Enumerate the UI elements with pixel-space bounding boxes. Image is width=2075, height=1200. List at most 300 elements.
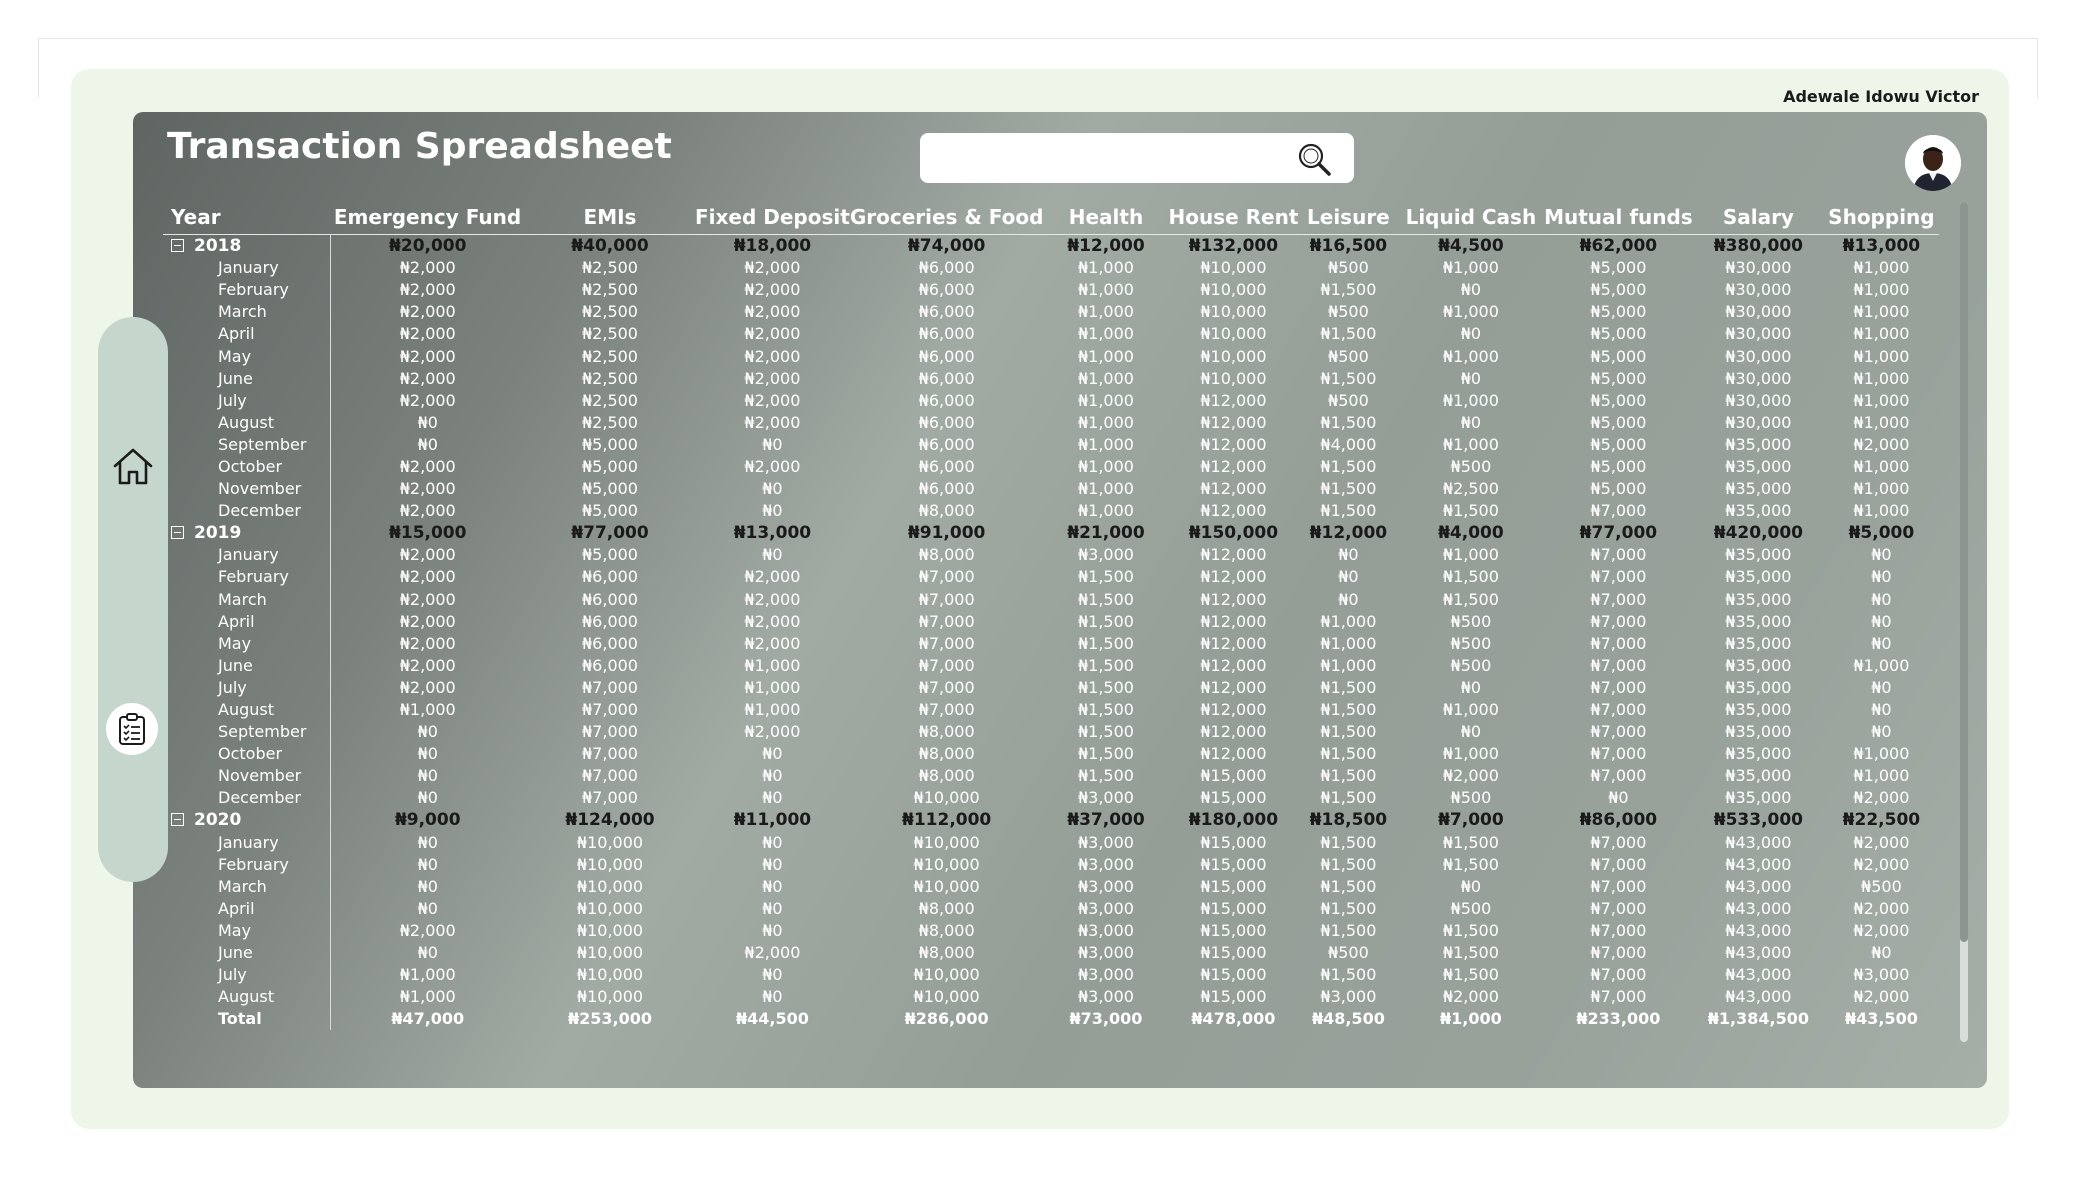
month-row [163,544,1939,566]
column-header[interactable]: Salary [1693,200,1823,235]
value-cell: ₦1,000 [1077,368,1134,388]
value-cell: ₦2,000 [744,589,801,609]
value-cell: ₦2,000 [1853,898,1910,918]
value-cell: ₦0 [1871,700,1892,720]
value-cell: ₦1,000 [1442,258,1499,278]
column-header[interactable]: Fixed Deposit [695,200,850,235]
value-cell: ₦15,000 [1200,832,1267,852]
value-cell: ₦10,000 [1200,368,1267,388]
value-cell: ₦2,500 [582,346,638,366]
value-cell: ₦8,000 [918,545,975,565]
value-cell: ₦1,000 [1853,655,1910,675]
value-cell: ₦2,000 [399,567,456,587]
value-cell: ₦0 [1871,943,1892,963]
frame-top-line [38,38,2038,39]
value-cell: ₦1,000 [1853,412,1910,432]
value-cell: ₦0 [762,898,783,918]
year-label: 2019 [194,523,242,544]
column-header[interactable]: Leisure [1298,200,1398,235]
value-cell: ₦15,000 [1200,920,1267,940]
value-cell: ₦7,000 [1590,898,1647,918]
month-label: January [218,545,279,565]
value-cell: ₦12,000 [1200,479,1267,499]
value-cell: ₦2,000 [1853,854,1910,874]
month-row [163,323,1939,345]
value-cell: ₦3,000 [1077,854,1134,874]
value-cell: ₦7,000 [1590,876,1647,896]
value-cell: ₦12,000 [1200,677,1267,697]
month-row [163,434,1939,456]
value-cell: ₦6,000 [918,258,975,278]
value-cell: ₦1,000 [1077,412,1134,432]
value-cell: ₦0 [1460,677,1482,697]
year-total-cell: ₦112,000 [902,810,992,831]
value-cell: ₦1,500 [1320,368,1377,388]
value-cell: ₦2,000 [1853,920,1910,940]
value-cell: ₦500 [1328,258,1369,278]
value-cell: ₦3,000 [1077,876,1134,896]
value-cell: ₦1,500 [1320,920,1377,940]
value-cell: ₦12,000 [1200,434,1267,454]
header-row [163,200,1939,235]
value-cell: ₦5,000 [582,501,638,521]
value-cell: ₦8,000 [918,943,975,963]
value-cell: ₦6,000 [918,412,975,432]
value-cell: ₦43,000 [1725,943,1792,963]
month-row [163,257,1939,279]
value-cell: ₦2,000 [744,280,801,300]
value-cell: ₦1,500 [1077,655,1134,675]
value-cell: ₦0 [417,722,438,742]
value-cell: ₦5,000 [582,545,638,565]
column-header[interactable]: Year [163,200,330,235]
value-cell: ₦0 [1460,368,1482,388]
value-cell: ₦6,000 [918,324,975,344]
year-row [163,522,1939,544]
month-label: February [218,567,289,587]
value-cell: ₦8,000 [918,744,975,764]
value-cell: ₦2,000 [399,589,456,609]
value-cell: ₦7,000 [1590,589,1647,609]
year-total-cell: ₦40,000 [571,236,649,257]
value-cell: ₦15,000 [1200,788,1267,808]
value-cell: ₦2,000 [399,280,456,300]
value-cell: ₦2,000 [399,479,456,499]
value-cell: ₦1,500 [1320,700,1377,720]
value-cell: ₦43,000 [1725,876,1792,896]
value-cell: ₦10,000 [576,943,644,963]
value-cell: ₦1,500 [1320,766,1377,786]
value-cell: ₦1,500 [1077,611,1134,631]
year-total-cell: ₦9,000 [394,810,461,831]
value-cell: ₦1,000 [1077,346,1134,366]
month-row [163,368,1939,390]
value-cell: ₦1,500 [1442,965,1499,985]
value-cell: ₦1,500 [1320,280,1377,300]
value-cell: ₦10,000 [1200,302,1267,322]
column-header[interactable]: Shopping [1823,200,1939,235]
value-cell: ₦4,000 [1320,434,1377,454]
value-cell: ₦2,500 [582,412,638,432]
value-cell: ₦7,000 [1590,832,1647,852]
value-cell: ₦1,000 [1853,479,1910,499]
value-cell: ₦2,000 [399,390,456,410]
month-row [163,854,1939,876]
value-cell: ₦10,000 [913,965,980,985]
month-label: August [218,412,274,432]
year-total-cell: ₦18,500 [1309,810,1388,831]
value-cell: ₦2,000 [1442,987,1499,1007]
grand-total-cell: ₦73,000 [1069,1009,1143,1029]
value-cell: ₦5,000 [1590,258,1647,278]
value-cell: ₦6,000 [582,633,638,653]
value-cell: ₦0 [1338,567,1359,587]
value-cell: ₦2,000 [744,412,801,432]
value-cell: ₦6,000 [918,390,975,410]
value-cell: ₦35,000 [1725,545,1792,565]
value-cell: ₦12,000 [1200,501,1267,521]
value-cell: ₦1,500 [1442,567,1499,587]
month-label: January [218,258,279,278]
value-cell: ₦1,000 [1077,258,1134,278]
value-cell: ₦1,000 [1853,501,1910,521]
value-cell: ₦1,000 [1442,744,1499,764]
value-cell: ₦1,500 [1320,876,1377,896]
value-cell: ₦43,000 [1725,987,1792,1007]
value-cell: ₦1,000 [1077,434,1134,454]
year-total-cell: ₦380,000 [1713,236,1804,257]
value-cell: ₦2,000 [744,346,801,366]
value-cell: ₦1,500 [1320,456,1377,476]
value-cell: ₦0 [762,965,783,985]
column-header[interactable]: Groceries & Food [850,200,1044,235]
month-row [163,787,1939,809]
year-total-cell: ₦22,500 [1842,810,1921,831]
value-cell: ₦1,500 [1320,965,1377,985]
value-cell: ₦0 [1608,788,1629,808]
value-cell: ₦1,000 [1853,390,1910,410]
value-cell: ₦2,000 [399,456,456,476]
value-cell: ₦35,000 [1725,589,1792,609]
value-cell: ₦35,000 [1725,611,1792,631]
value-cell: ₦2,000 [399,346,456,366]
month-row [163,456,1939,478]
value-cell: ₦0 [1338,589,1359,609]
column-header[interactable]: House Rent [1168,200,1298,235]
year-total-cell: ₦86,000 [1579,810,1658,831]
value-cell: ₦0 [762,788,783,808]
value-cell: ₦7,000 [582,766,638,786]
month-label: February [218,280,289,300]
month-row [163,677,1939,699]
value-cell: ₦1,000 [1442,302,1499,322]
grand-total-cell: ₦253,000 [567,1009,652,1029]
value-cell: ₦7,000 [582,788,638,808]
value-cell: ₦10,000 [1200,346,1267,366]
value-cell: ₦1,000 [1853,368,1910,388]
year-total-cell: ₦37,000 [1067,810,1145,831]
value-cell: ₦0 [1871,722,1892,742]
value-cell: ₦2,500 [582,302,638,322]
year-total-cell: ₦4,500 [1438,236,1504,257]
month-row [163,699,1939,721]
month-row [163,721,1939,743]
value-cell: ₦7,000 [1590,920,1647,940]
value-cell: ₦6,000 [918,456,975,476]
transaction-table [163,200,1939,1030]
value-cell: ₦43,000 [1725,965,1792,985]
value-cell: ₦7,000 [1590,943,1647,963]
value-cell: ₦6,000 [918,434,975,454]
column-header[interactable]: Liquid Cash [1398,200,1543,235]
grand-total-cell: ₦1,000 [1440,1009,1502,1029]
value-cell: ₦3,000 [1320,987,1377,1007]
value-cell: ₦2,000 [744,302,801,322]
value-cell: ₦500 [1450,898,1492,918]
value-cell: ₦0 [762,434,783,454]
value-cell: ₦2,500 [582,390,638,410]
value-cell: ₦2,000 [399,258,456,278]
value-cell: ₦0 [762,501,783,521]
avatar[interactable] [1905,135,1961,191]
month-row [163,589,1939,611]
grand-total-cell: ₦233,000 [1576,1009,1661,1029]
value-cell: ₦7,000 [1590,567,1647,587]
month-label: November [218,479,302,499]
value-cell: ₦1,500 [1320,412,1377,432]
year-total-cell: ₦12,000 [1309,523,1388,544]
value-cell: ₦1,000 [399,987,456,1007]
value-cell: ₦0 [762,920,783,940]
column-header[interactable]: Mutual funds [1543,200,1693,235]
value-cell: ₦500 [1450,655,1492,675]
value-cell: ₦500 [1450,633,1492,653]
month-label: September [218,722,307,742]
month-row [163,920,1939,942]
value-cell: ₦1,000 [1853,258,1910,278]
value-cell: ₦2,000 [744,567,801,587]
year-total-cell: ₦91,000 [907,523,986,544]
search-icon[interactable] [1296,141,1332,177]
value-cell: ₦7,000 [582,744,638,764]
value-cell: ₦2,500 [582,368,638,388]
year-total-cell: ₦74,000 [907,236,986,257]
page-title: Transaction Spreadsheet [167,126,672,167]
value-cell: ₦35,000 [1725,434,1792,454]
value-cell: ₦2,000 [744,324,801,344]
year-total-cell: ₦132,000 [1188,236,1279,257]
value-cell: ₦12,000 [1200,655,1267,675]
value-cell: ₦0 [762,854,783,874]
value-cell: ₦0 [1871,589,1892,609]
value-cell: ₦1,500 [1077,589,1134,609]
value-cell: ₦10,000 [913,987,980,1007]
grand-total-cell: ₦1,384,500 [1707,1009,1809,1029]
value-cell: ₦30,000 [1725,346,1792,366]
value-cell: ₦1,000 [399,700,456,720]
month-row [163,390,1939,412]
value-cell: ₦1,500 [1320,501,1377,521]
collapse-toggle-icon[interactable] [171,239,184,252]
value-cell: ₦5,000 [1590,456,1647,476]
value-cell: ₦1,500 [1320,677,1377,697]
value-cell: ₦3,000 [1077,832,1134,852]
value-cell: ₦2,000 [744,633,801,653]
value-cell: ₦2,000 [1853,788,1910,808]
value-cell: ₦35,000 [1725,788,1792,808]
value-cell: ₦15,000 [1200,898,1267,918]
month-label: September [218,434,307,454]
value-cell: ₦6,000 [918,368,975,388]
value-cell: ₦12,000 [1200,456,1267,476]
value-cell: ₦30,000 [1725,302,1792,322]
value-cell: ₦35,000 [1725,479,1792,499]
month-row [163,898,1939,920]
value-cell: ₦2,000 [744,611,801,631]
value-cell: ₦2,000 [399,920,456,940]
frame-left-line [38,38,39,98]
report-button[interactable] [106,703,158,755]
year-row [163,235,1939,258]
month-label: May [218,633,252,653]
value-cell: ₦3,000 [1077,920,1134,940]
value-cell: ₦7,000 [1590,965,1647,985]
value-cell: ₦2,000 [399,611,456,631]
value-cell: ₦35,000 [1725,766,1792,786]
value-cell: ₦7,000 [1590,766,1647,786]
value-cell: ₦10,000 [1200,258,1267,278]
month-label: October [218,456,283,476]
value-cell: ₦6,000 [582,611,638,631]
value-cell: ₦1,500 [1320,324,1377,344]
value-cell: ₦1,000 [1853,324,1910,344]
value-cell: ₦0 [1460,722,1482,742]
value-cell: ₦10,000 [576,965,644,985]
value-cell: ₦7,000 [1590,501,1647,521]
grand-total-cell: ₦286,000 [904,1009,989,1029]
value-cell: ₦500 [1328,302,1369,322]
year-row [163,809,1939,831]
value-cell: ₦2,000 [744,390,801,410]
value-cell: ₦1,500 [1077,766,1134,786]
value-cell: ₦43,000 [1725,832,1792,852]
value-cell: ₦8,000 [918,766,975,786]
month-label: April [218,324,255,344]
value-cell: ₦0 [1871,611,1892,631]
value-cell: ₦1,000 [1442,346,1499,366]
collapse-toggle-icon[interactable] [171,526,184,539]
value-cell: ₦12,000 [1200,390,1267,410]
search-input[interactable] [920,133,1354,183]
value-cell: ₦7,000 [918,655,975,675]
value-cell: ₦0 [1460,876,1482,896]
value-cell: ₦500 [1328,943,1369,963]
column-header[interactable]: EMIs [525,200,695,235]
value-cell: ₦7,000 [1590,700,1647,720]
column-header[interactable]: Health [1043,200,1168,235]
year-total-cell: ₦15,000 [389,523,467,544]
month-label: February [218,854,289,874]
value-cell: ₦30,000 [1725,258,1792,278]
value-cell: ₦2,000 [399,677,456,697]
month-row [163,655,1939,677]
value-cell: ₦1,500 [1320,898,1377,918]
value-cell: ₦0 [762,766,783,786]
value-cell: ₦30,000 [1725,280,1792,300]
collapse-toggle-icon[interactable] [171,813,184,826]
value-cell: ₦0 [1460,280,1482,300]
month-label: August [218,987,274,1007]
year-total-cell: ₦420,000 [1713,523,1804,544]
value-cell: ₦7,000 [1590,655,1647,675]
value-cell: ₦2,000 [744,368,801,388]
value-cell: ₦0 [762,744,783,764]
value-cell: ₦5,000 [1590,302,1647,322]
month-label: March [218,589,267,609]
value-cell: ₦12,000 [1200,567,1267,587]
year-total-cell: ₦62,000 [1579,236,1658,257]
value-cell: ₦7,000 [582,722,638,742]
value-cell: ₦10,000 [913,788,980,808]
value-cell: ₦1,000 [399,965,456,985]
month-label: March [218,876,267,896]
value-cell: ₦5,000 [1590,346,1647,366]
month-row [163,500,1939,522]
value-cell: ₦1,000 [1853,346,1910,366]
value-cell: ₦0 [762,876,783,896]
year-total-cell: ₦7,000 [1438,810,1504,831]
month-row [163,279,1939,301]
value-cell: ₦2,000 [399,368,456,388]
value-cell: ₦1,500 [1077,633,1134,653]
year-total-cell: ₦77,000 [571,523,649,544]
value-cell: ₦1,000 [1442,545,1499,565]
value-cell: ₦6,000 [582,589,638,609]
value-cell: ₦7,000 [1590,722,1647,742]
value-cell: ₦1,000 [1442,390,1499,410]
value-cell: ₦3,000 [1077,965,1134,985]
value-cell: ₦1,000 [1853,744,1910,764]
month-label: May [218,346,252,366]
scrollbar-thumb[interactable] [1960,202,1968,942]
month-row [163,743,1939,765]
value-cell: ₦6,000 [582,655,638,675]
home-icon[interactable] [111,444,155,488]
month-label: April [218,611,255,631]
column-header[interactable]: Emergency Fund [330,200,525,235]
year-total-cell: ₦77,000 [1579,523,1658,544]
value-cell: ₦10,000 [1200,324,1267,344]
value-cell: ₦12,000 [1200,744,1267,764]
value-cell: ₦8,000 [918,501,975,521]
year-label: 2020 [194,810,242,831]
value-cell: ₦2,000 [1853,832,1910,852]
month-label: November [218,766,302,786]
value-cell: ₦10,000 [576,854,644,874]
value-cell: ₦1,000 [1320,611,1377,631]
value-cell: ₦15,000 [1200,876,1267,896]
value-cell: ₦2,000 [744,722,801,742]
value-cell: ₦6,000 [918,280,975,300]
year-total-cell: ₦21,000 [1067,523,1145,544]
value-cell: ₦0 [1871,633,1892,653]
value-cell: ₦0 [417,876,438,896]
value-cell: ₦5,000 [1590,412,1647,432]
month-row [163,876,1939,898]
value-cell: ₦5,000 [1590,390,1647,410]
grand-total-row [163,1008,1939,1030]
value-cell: ₦7,000 [1590,987,1647,1007]
